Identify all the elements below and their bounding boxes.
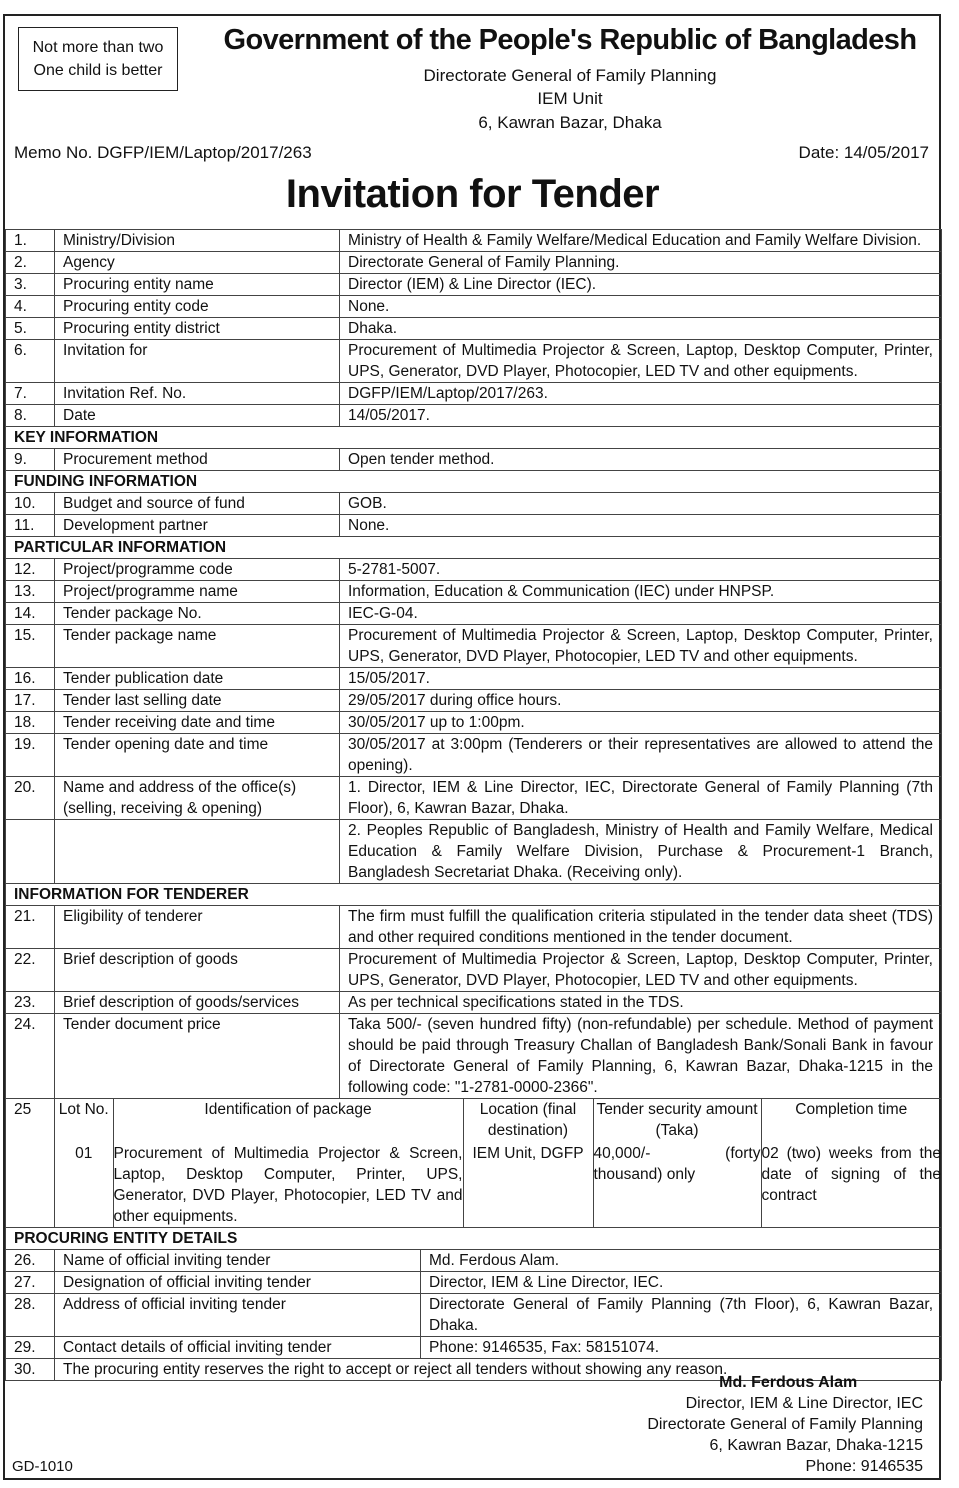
table-row [6, 820, 942, 884]
entity-cell [55, 1272, 942, 1294]
entity-inner [55, 1294, 941, 1336]
row-number: 23. [6, 992, 55, 1014]
lot-number: 01 [75, 1145, 93, 1162]
lots-column-header: Completion time [761, 1099, 941, 1143]
row-value: Ministry of Health & Family Welfare/Medical Education and Family Welfare Division. [340, 230, 942, 252]
row-number: 15. [6, 625, 55, 668]
row-label: Tender package No. [55, 603, 340, 625]
row-value: Open tender method. [340, 449, 942, 471]
lots-table [55, 1099, 941, 1227]
office-address: 6, Kawran Bazar, Dhaka [478, 113, 662, 132]
row-value: As per technical specifications stated in the TDS. [340, 992, 942, 1014]
row-value: 29/05/2017 during office hours. [340, 690, 942, 712]
row-number: 3. [6, 274, 55, 296]
row-number: 20. [6, 777, 55, 820]
table-row [6, 230, 942, 252]
row-label: Designation of official inviting tender [55, 1272, 421, 1293]
table-row [6, 1337, 942, 1359]
row-label: Contact details of official inviting tender [55, 1337, 421, 1358]
lot-location: IEM Unit, DGFP [463, 1143, 593, 1227]
entity-inner [55, 1337, 941, 1358]
row-label: Tender opening date and time [55, 734, 340, 777]
row-number: 13. [6, 581, 55, 603]
lots-row [6, 1099, 942, 1228]
row-number: 17. [6, 690, 55, 712]
row-value: 5-2781-5007. [340, 559, 942, 581]
section-row [6, 884, 942, 906]
memo-date: Date: 14/05/2017 [798, 143, 929, 162]
row-label: Tender document price [55, 1014, 340, 1099]
table-row [6, 603, 942, 625]
table-row [6, 777, 942, 820]
table-row [6, 296, 942, 318]
section-row [6, 471, 942, 493]
row-value: 14/05/2017. [340, 405, 942, 427]
row-label: Budget and source of fund [55, 493, 340, 515]
slogan-box [18, 27, 178, 91]
slogan-line: One child is better [33, 62, 163, 79]
row-label: Brief description of goods/services [55, 992, 340, 1014]
row-number: 26. [6, 1250, 55, 1272]
table-row [6, 992, 942, 1014]
row-value: Information, Education & Communication (IEC) under HNPSP. [340, 581, 942, 603]
section-heading: INFORMATION FOR TENDERER [6, 884, 942, 906]
row-number: 25 [6, 1099, 55, 1228]
row-label: Procurement method [55, 449, 340, 471]
row-number: 24. [6, 1014, 55, 1099]
table-row [6, 668, 942, 690]
signatory-designation: Director, IEM & Line Director, IEC [685, 1395, 923, 1412]
table-row [6, 383, 942, 405]
row-value: Directorate General of Family Planning (7th Floor), 6, Kawran Bazar, Dhaka. [429, 1296, 933, 1334]
row-value: Procurement of Multimedia Projector & Screen, Laptop, Desktop Computer, Printer, UPS, Generator, DVD Player, Photocopier, LED TV and other equipments. [340, 340, 942, 383]
footer-code: GD-1010 [12, 1458, 73, 1475]
row-value: Procurement of Multimedia Projector & Screen, Laptop, Desktop Computer, Printer, UPS, Generator, DVD Player, Photocopier, LED TV and other equipments. [340, 625, 942, 668]
row-number: 30. [6, 1359, 55, 1381]
row-number: 7. [6, 383, 55, 405]
signatory-office: Directorate General of Family Planning [647, 1416, 923, 1433]
entity-cell [55, 1250, 942, 1272]
section-heading: PROCURING ENTITY DETAILS [6, 1228, 942, 1250]
row-label: Procuring entity district [55, 318, 340, 340]
section-row [6, 537, 942, 559]
table-row [6, 318, 942, 340]
lots-column-header: Tender security amount (Taka) [593, 1099, 761, 1143]
row-label: Invitation for [55, 340, 340, 383]
lot-security: 40,000/- (forty thousand) only [593, 1143, 761, 1227]
row-number: 14. [6, 603, 55, 625]
row-value: DGFP/IEM/Laptop/2017/263. [340, 383, 942, 405]
row-number: 2. [6, 252, 55, 274]
row-value: 2. Peoples Republic of Bangladesh, Ministry of Health and Family Welfare, Medical Education & Family Welfare Division, Purchase & Procurement-1 Branch, Bangladesh Secretariat Dhaka. (Receiving only). [340, 820, 942, 884]
table-row [6, 274, 942, 296]
entity-cell [55, 1294, 942, 1337]
table-row [6, 1250, 942, 1272]
lots-column-header: Identification of package [113, 1099, 463, 1143]
row-value: Director (IEM) & Line Director (IEC). [340, 274, 942, 296]
row-number: 16. [6, 668, 55, 690]
signature-block [647, 1372, 923, 1477]
row-value: 30/05/2017 up to 1:00pm. [340, 712, 942, 734]
unit-name: IEM Unit [537, 89, 603, 108]
row-number: 9. [6, 449, 55, 471]
signatory-address: 6, Kawran Bazar, Dhaka-1215 [709, 1437, 923, 1454]
row-value: Md. Ferdous Alam. [429, 1252, 560, 1269]
lot-completion: 02 (two) weeks from the date of signing of the contract [761, 1143, 941, 1227]
row-label: Procuring entity code [55, 296, 340, 318]
row-value: None. [340, 296, 942, 318]
row-label: Procuring entity name [55, 274, 340, 296]
row-value: Procurement of Multimedia Projector & Screen, Laptop, Desktop Computer, Printer, UPS, Generator, DVD Player, Photocopier, LED TV and other equipments. [340, 949, 942, 992]
row-label: Eligibility of tenderer [55, 906, 340, 949]
table-row [6, 581, 942, 603]
row-label: Ministry/Division [55, 230, 340, 252]
memo-number: Memo No. DGFP/IEM/Laptop/2017/263 [14, 143, 312, 162]
row-value: Directorate General of Family Planning. [340, 252, 942, 274]
table-row [6, 515, 942, 537]
row-number: 27. [6, 1272, 55, 1294]
row-value: 30/05/2017 at 3:00pm (Tenderers or their representatives are allowed to attend the opening). [340, 734, 942, 777]
page-title: Invitation for Tender [285, 172, 660, 216]
row-value: The firm must fulfill the qualification criteria stipulated in the tender data sheet (TDS) and other required conditions mentioned in the tender document. [340, 906, 942, 949]
table-row [6, 1272, 942, 1294]
row-label: Date [55, 405, 340, 427]
row-label: Tender package name [55, 625, 340, 668]
row-number: 5. [6, 318, 55, 340]
table-row [6, 734, 942, 777]
row-number: 18. [6, 712, 55, 734]
lots-data-row [55, 1143, 941, 1227]
section-heading: FUNDING INFORMATION [6, 471, 942, 493]
row-number: 6. [6, 340, 55, 383]
table-row [6, 493, 942, 515]
table-row [6, 712, 942, 734]
table-row [6, 906, 942, 949]
row-label: Name of official inviting tender [55, 1250, 421, 1271]
row-number: 19. [6, 734, 55, 777]
row-number [6, 820, 55, 884]
entity-inner [55, 1250, 941, 1271]
table-row [6, 340, 942, 383]
table-row [6, 949, 942, 992]
table-row [6, 449, 942, 471]
row-value: Taka 500/- (seven hundred fifty) (non-refundable) per schedule. Method of payment should be paid through Treasury Challan of Bangladesh Bank/Sonali Bank in favour of Directorate General of Family Planning, 6, Kawran Bazar, Dhaka-1215 in the following code: "1-2781-0000-2366". [340, 1014, 942, 1099]
row-label: Invitation Ref. No. [55, 383, 340, 405]
row-label: Address of official inviting tender [55, 1294, 421, 1336]
row-value: None. [340, 515, 942, 537]
lots-cell [55, 1099, 942, 1228]
section-heading: KEY INFORMATION [6, 427, 942, 449]
table-row [6, 1294, 942, 1337]
row-label: Tender receiving date and time [55, 712, 340, 734]
section-row [6, 1228, 942, 1250]
row-value: The procuring entity reserves the right to accept or reject all tenders without showing any reason. [55, 1359, 942, 1381]
lots-header-row [55, 1099, 941, 1143]
row-value: 1. Director, IEM & Line Director, IEC, Directorate General of Family Planning (7th Floor), 6, Kawran Bazar, Dhaka. [340, 777, 942, 820]
row-value: IEC-G-04. [340, 603, 942, 625]
table-row [6, 1014, 942, 1099]
row-number: 29. [6, 1337, 55, 1359]
row-number: 10. [6, 493, 55, 515]
tender-table [5, 229, 942, 1381]
table-row [6, 625, 942, 668]
government-heading: Government of the People's Republic of Bangladesh [223, 24, 917, 56]
row-label [55, 820, 340, 884]
row-number: 1. [6, 230, 55, 252]
row-label: Name and address of the office(s) (selling, receiving & opening) [55, 777, 340, 820]
table-row [6, 405, 942, 427]
row-number: 8. [6, 405, 55, 427]
row-label: Project/programme code [55, 559, 340, 581]
row-label: Tender last selling date [55, 690, 340, 712]
table-row [6, 690, 942, 712]
lots-column-header: Lot No. [58, 1101, 109, 1118]
row-number: 28. [6, 1294, 55, 1337]
directorate-name: Directorate General of Family Planning [423, 66, 717, 85]
row-value: 15/05/2017. [340, 668, 942, 690]
row-value: GOB. [340, 493, 942, 515]
slogan-line: Not more than two [32, 39, 164, 56]
signatory-phone: Phone: 9146535 [805, 1458, 923, 1475]
row-number: 22. [6, 949, 55, 992]
table-row [6, 252, 942, 274]
row-label: Tender publication date [55, 668, 340, 690]
row-label: Brief description of goods [55, 949, 340, 992]
row-label: Agency [55, 252, 340, 274]
row-number: 11. [6, 515, 55, 537]
entity-inner [55, 1272, 941, 1293]
signatory-name: Md. Ferdous Alam [719, 1374, 858, 1391]
section-heading: PARTICULAR INFORMATION [6, 537, 942, 559]
lots-column-header: Location (final destination) [463, 1099, 593, 1143]
row-number: 4. [6, 296, 55, 318]
lot-package: Procurement of Multimedia Projector & Screen, Laptop, Desktop Computer, Printer, UPS, Generator, DVD Player, Photocopier, LED TV and other equipments. [113, 1145, 463, 1225]
row-value: Phone: 9146535, Fax: 58151074. [429, 1339, 660, 1356]
row-label: Development partner [55, 515, 340, 537]
section-row [6, 427, 942, 449]
row-number: 21. [6, 906, 55, 949]
entity-cell [55, 1337, 942, 1359]
row-label: Project/programme name [55, 581, 340, 603]
row-value: Dhaka. [340, 318, 942, 340]
row-number: 12. [6, 559, 55, 581]
table-row [6, 559, 942, 581]
row-value: Director, IEM & Line Director, IEC. [429, 1274, 664, 1291]
